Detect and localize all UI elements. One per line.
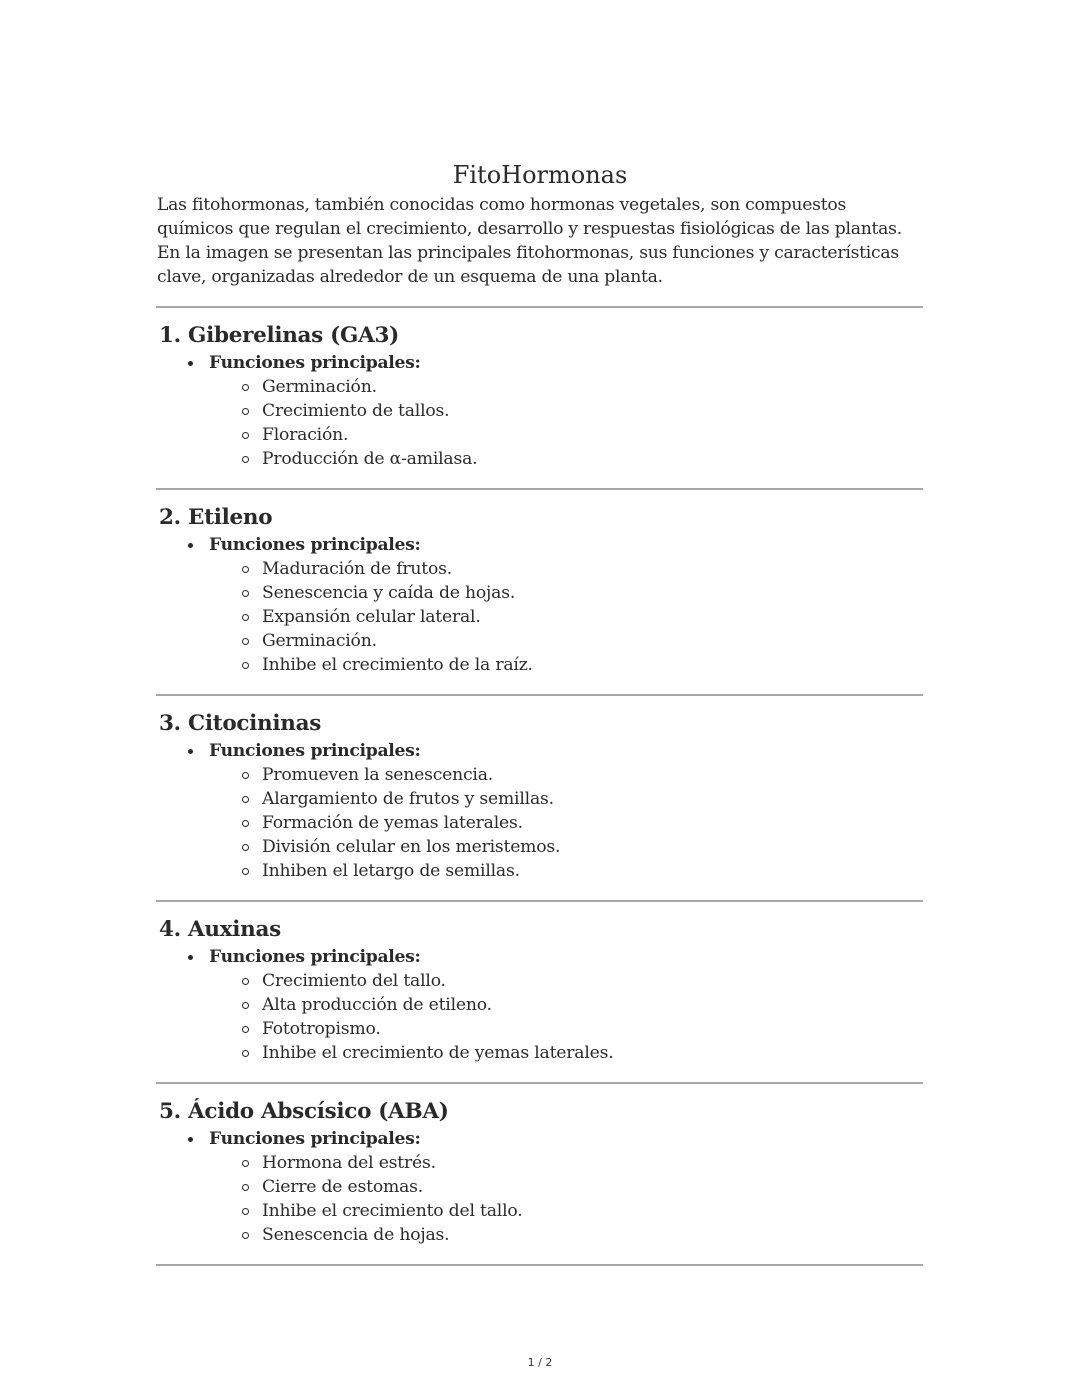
hormone-section [157,1097,923,1266]
bullet-circle-icon [242,796,249,803]
section-heading: 3. Citocininas [159,711,322,736]
list-item-text: Inhibe el crecimiento del tallo. [262,1201,523,1221]
divider [156,1082,923,1084]
list-item [209,629,923,653]
bullet-circle-icon [242,1002,249,1009]
function-items [209,557,923,677]
bullet-disc-icon [188,1137,193,1142]
document-title: FitoHormonas [452,161,628,189]
bullet-circle-icon [242,1208,249,1215]
list-item-text: Hormona del estrés. [262,1153,436,1173]
list-item [209,653,923,677]
list-item [209,993,923,1017]
list-item-text: Inhiben el letargo de semillas. [262,861,520,881]
divider [156,306,923,308]
bullet-circle-icon [242,432,249,439]
functions-list [157,945,923,1065]
list-item [209,447,923,471]
functions-list [157,1127,923,1247]
section-heading: 4. Auxinas [159,917,281,942]
list-item [209,1175,923,1199]
list-item-text: Maduración de frutos. [262,559,453,579]
section-heading: 2. Etileno [159,505,273,530]
bullet-circle-icon [242,408,249,415]
functions-list [157,739,923,883]
list-item [209,375,923,399]
bullet-circle-icon [242,1026,249,1033]
divider [156,694,923,696]
sections-container [157,321,923,1266]
divider [156,1264,923,1266]
list-item [209,423,923,447]
function-items [209,1151,923,1247]
list-item-text: Senescencia y caída de hojas. [262,583,516,603]
functions-subheading: Funciones principales: [209,535,421,555]
document-page [157,158,923,1266]
list-item [209,859,923,883]
functions-group [157,739,923,883]
bullet-circle-icon [242,662,249,669]
list-item [209,605,923,629]
bullet-disc-icon [188,543,193,548]
bullet-circle-icon [242,566,249,573]
functions-list [157,351,923,471]
page-indicator: 1 / 2 [527,1356,553,1369]
functions-subheading: Funciones principales: [209,1129,421,1149]
bullet-circle-icon [242,1184,249,1191]
bullet-circle-icon [242,772,249,779]
list-item-text: Cierre de estomas. [262,1177,423,1197]
list-item [209,969,923,993]
list-item [209,1199,923,1223]
list-item-text: Alargamiento de frutos y semillas. [262,789,554,809]
bullet-circle-icon [242,1232,249,1239]
divider [156,900,923,902]
hormone-section [157,915,923,1084]
function-items [209,969,923,1065]
list-item-text: Promueven la senescencia. [262,765,494,785]
functions-list [157,533,923,677]
list-item-text: Inhibe el crecimiento de yemas laterales. [262,1043,614,1063]
hormone-section [157,321,923,490]
list-item [209,1041,923,1065]
functions-group [157,351,923,471]
function-items [209,763,923,883]
list-item-text: Alta producción de etileno. [262,995,492,1015]
list-item [209,581,923,605]
list-item [209,557,923,581]
list-item-text: Producción de α-amilasa. [262,449,478,469]
bullet-circle-icon [242,590,249,597]
bullet-disc-icon [188,749,193,754]
list-item-text: Expansión celular lateral. [262,607,481,627]
bullet-disc-icon [188,955,193,960]
bullet-circle-icon [242,868,249,875]
list-item-text: Formación de yemas laterales. [262,813,523,833]
list-item [209,811,923,835]
list-item [209,1017,923,1041]
functions-subheading: Funciones principales: [209,353,421,373]
functions-subheading: Funciones principales: [209,741,421,761]
function-items [209,375,923,471]
section-heading: 1. Giberelinas (GA3) [159,323,400,348]
bullet-circle-icon [242,384,249,391]
functions-group [157,533,923,677]
bullet-circle-icon [242,456,249,463]
functions-group [157,1127,923,1247]
functions-group [157,945,923,1065]
list-item-text: Crecimiento del tallo. [262,971,446,991]
list-item-text: Floración. [262,425,349,445]
list-item [209,1223,923,1247]
list-item [209,835,923,859]
divider [156,488,923,490]
functions-subheading: Funciones principales: [209,947,421,967]
bullet-circle-icon [242,1160,249,1167]
bullet-circle-icon [242,820,249,827]
bullet-circle-icon [242,844,249,851]
bullet-disc-icon [188,361,193,366]
list-item-text: Crecimiento de tallos. [262,401,450,421]
list-item-text: División celular en los meristemos. [262,837,561,857]
list-item-text: Germinación. [262,377,377,397]
hormone-section [157,503,923,696]
list-item-text: Germinación. [262,631,377,651]
bullet-circle-icon [242,1050,249,1057]
bullet-circle-icon [242,638,249,645]
section-heading: 5. Ácido Abscísico (ABA) [159,1099,449,1124]
list-item-text: Inhibe el crecimiento de la raíz. [262,655,533,675]
list-item-text: Fototropismo. [262,1019,381,1039]
bullet-circle-icon [242,614,249,621]
list-item [209,399,923,423]
list-item [209,787,923,811]
list-item [209,1151,923,1175]
list-item [209,763,923,787]
intro-paragraph: Las fitohormonas, también conocidas como hormonas vegetales, son compuestos químicos que regulan el crecimiento, desarrollo y respuestas fisiológicas de las plantas. En la imagen se presentan las principales fitohormonas, sus funciones y características clave, organizadas alrededor de un esquema de una planta. [157,195,902,287]
list-item-text: Senescencia de hojas. [262,1225,450,1245]
hormone-section [157,709,923,902]
bullet-circle-icon [242,978,249,985]
